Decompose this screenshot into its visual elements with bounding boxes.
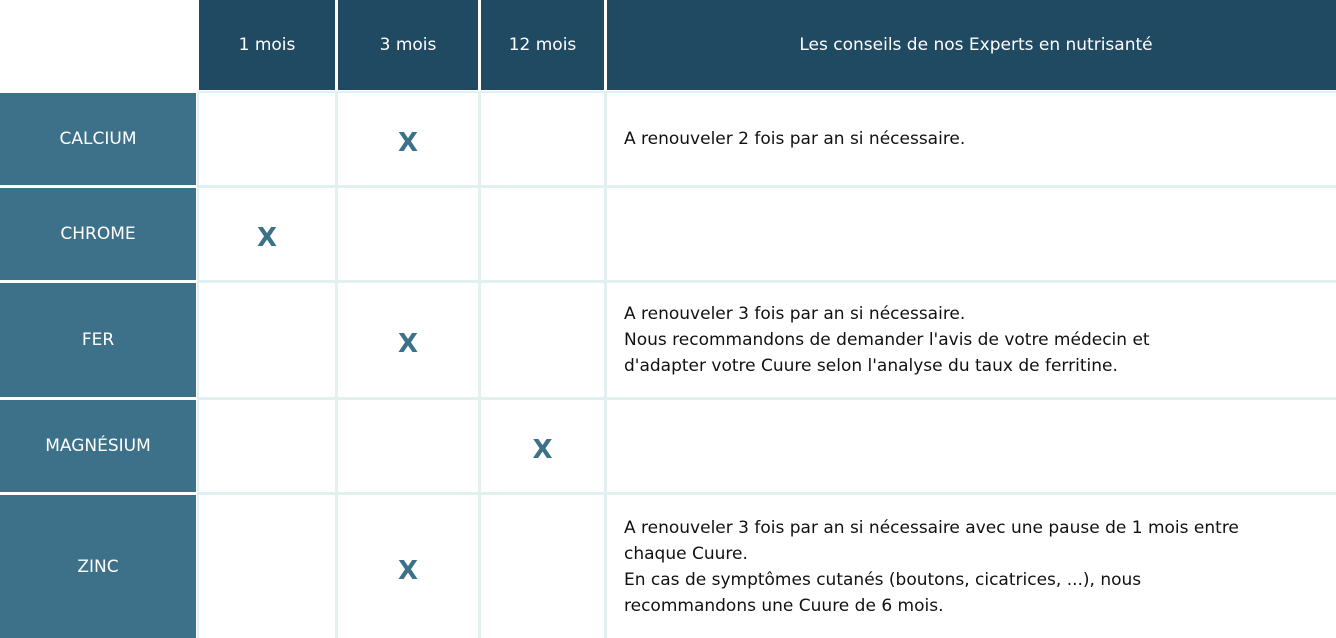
cell-calcium-advice: [607, 93, 1336, 185]
cell-fer-advice: [607, 283, 1336, 397]
column-header-advice: Les conseils de nos Experts en nutrisanté: [607, 0, 1336, 90]
cell-fer-1-mois: [199, 283, 335, 397]
cell-calcium-1-mois: [199, 93, 335, 185]
row-header-magnesium: MAGNÉSIUM: [0, 400, 196, 492]
cell-chrome-advice: [607, 188, 1336, 280]
column-header-12-mois: 12 mois: [481, 0, 604, 90]
advice-line: chaque Cuure.: [624, 543, 748, 564]
cell-zinc-12-mois: [481, 495, 604, 638]
advice-line: A renouveler 3 fois par an si nécessaire.: [624, 304, 966, 324]
row-header-fer: FER: [0, 283, 196, 397]
advice-line: A renouveler 3 fois par an si nécessaire avec une pause de 1 mois entre: [624, 517, 1239, 538]
cell-magnesium-3-mois: [338, 400, 478, 492]
check-mark: X: [397, 128, 419, 158]
advice-line: En cas de symptômes cutanés (boutons, cicatrices, ...), nous: [624, 569, 1142, 590]
cell-zinc-advice: [607, 495, 1336, 638]
cell-magnesium-advice: [607, 400, 1336, 492]
cell-chrome-3-mois: [338, 188, 478, 280]
column-header-1-mois: 1 mois: [199, 0, 335, 90]
advice-line: d'adapter votre Cuure selon l'analyse du taux de ferritine.: [624, 356, 1118, 376]
check-mark: X: [397, 555, 419, 586]
cell-zinc-3-mois: [338, 495, 478, 638]
row-header-zinc: ZINC: [0, 495, 196, 638]
table-corner: [0, 0, 196, 90]
advice-line: A renouveler 2 fois par an si nécessaire.: [624, 129, 966, 149]
cell-magnesium-12-mois: [481, 400, 604, 492]
check-mark: X: [256, 223, 278, 253]
column-header-3-mois: 3 mois: [338, 0, 478, 90]
cell-calcium-3-mois: [338, 93, 478, 185]
row-header-calcium: CALCIUM: [0, 93, 196, 185]
advice-text: [624, 515, 1325, 619]
advice-text: [624, 126, 1325, 152]
cell-chrome-1-mois: [199, 188, 335, 280]
cell-fer-3-mois: [338, 283, 478, 397]
advice-text: [624, 301, 1325, 379]
check-mark: X: [397, 329, 419, 359]
advice-line: recommandons une Cuure de 6 mois.: [624, 595, 944, 616]
cell-calcium-12-mois: [481, 93, 604, 185]
row-header-chrome: CHROME: [0, 188, 196, 280]
cell-magnesium-1-mois: [199, 400, 335, 492]
check-mark: X: [532, 435, 553, 465]
cell-fer-12-mois: [481, 283, 604, 397]
cell-chrome-12-mois: [481, 188, 604, 280]
cell-zinc-1-mois: [199, 495, 335, 638]
advice-line: Nous recommandons de demander l'avis de votre médecin et: [624, 330, 1150, 350]
